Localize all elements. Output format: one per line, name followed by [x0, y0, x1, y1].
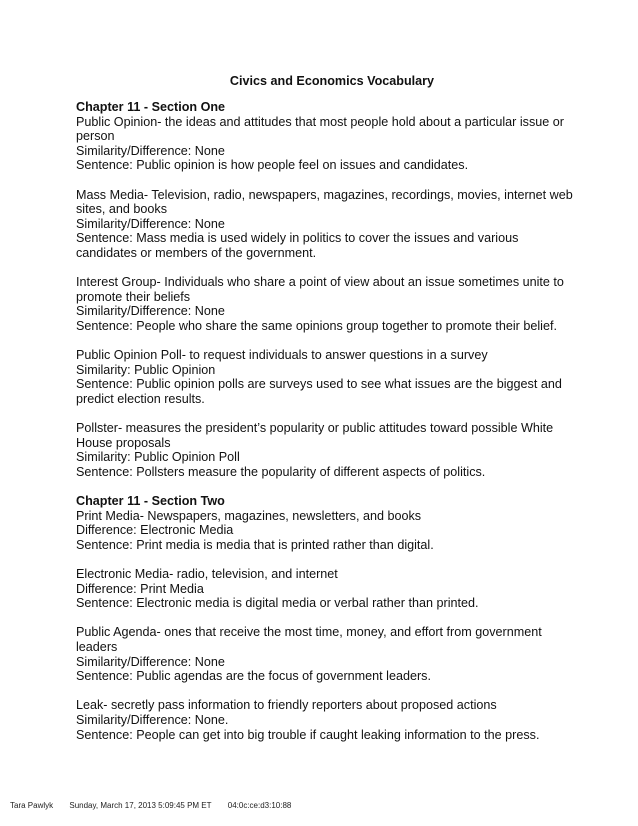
- entry-definition: Electronic Media- radio, television, and internet: [76, 567, 338, 581]
- entry-relation: Difference: Electronic Media: [76, 523, 234, 538]
- vocab-entry-interest-group: [76, 275, 576, 333]
- section-one: [76, 100, 576, 479]
- section-heading: Chapter 11 - Section Two: [76, 494, 225, 509]
- vocab-entry-mass-media: [76, 188, 576, 261]
- vocab-entry-pollster: [76, 421, 576, 479]
- entry-sentence: Sentence: Public agendas are the focus of government leaders.: [76, 669, 431, 684]
- entry-relation: Difference: Print Media: [76, 581, 204, 596]
- entry-relation: Similarity/Difference: None.: [76, 712, 229, 727]
- vocab-entry-leak: [76, 698, 576, 742]
- entry-relation: Similarity/Difference: None: [76, 304, 225, 319]
- entry-sentence: Sentence: Print media is media that is printed rather than digital.: [76, 537, 434, 552]
- entry-relation: Similarity/Difference: None: [76, 654, 225, 669]
- entry-sentence: Sentence: People can get into big trouble if caught leaking information to the press.: [76, 727, 540, 742]
- entry-sentence: Sentence: Public opinion polls are surveys used to see what issues are the biggest and predict election results.: [76, 377, 562, 406]
- document-body: [76, 100, 576, 757]
- entry-definition: Mass Media- Television, radio, newspapers, magazines, recordings, movies, internet web sites, and books: [76, 187, 573, 217]
- entry-sentence: Sentence: Electronic media is digital media or verbal rather than printed.: [76, 596, 479, 611]
- section-two: [76, 494, 576, 742]
- footer-id: 04:0c:ce:d3:10:88: [227, 801, 292, 810]
- entry-definition: Public Agenda- ones that receive the most time, money, and effort from government leaders: [76, 625, 542, 654]
- page-footer: [10, 801, 305, 811]
- entry-definition: Print Media- Newspapers, magazines, newsletters, and books: [76, 508, 422, 523]
- entry-definition: Public Opinion- the ideas and attitudes that most people hold about a particular issue or person: [76, 114, 564, 144]
- entry-relation: Similarity: Public Opinion: [76, 362, 216, 377]
- entry-definition: Leak- secretly pass information to friendly reporters about proposed actions: [76, 698, 497, 713]
- entry-definition: Public Opinion Poll- to request individuals to answer questions in a survey: [76, 348, 488, 363]
- entry-sentence: Sentence: Mass media is used widely in politics to cover the issues and various candidates or members of the government.: [76, 231, 519, 260]
- entry-sentence: Sentence: Pollsters measure the popularity of different aspects of politics.: [76, 464, 486, 479]
- entry-definition: Pollster- measures the president’s popularity or public attitudes toward possible White House proposals: [76, 421, 554, 450]
- vocab-entry-public-opinion: [76, 115, 576, 173]
- vocab-entry-public-agenda: [76, 625, 576, 683]
- section-heading: Chapter 11 - Section One: [76, 100, 226, 114]
- entry-sentence: Sentence: People who share the same opinions group together to promote their belief.: [76, 318, 557, 333]
- entry-definition: Interest Group- Individuals who share a point of view about an issue sometimes unite to promote their beliefs: [76, 275, 564, 304]
- entry-sentence: Sentence: Public opinion is how people feel on issues and candidates.: [76, 158, 469, 173]
- entry-relation: Similarity: Public Opinion Poll: [76, 450, 240, 465]
- entry-relation: Similarity/Difference: None: [76, 143, 225, 158]
- vocab-entry-public-opinion-poll: [76, 348, 576, 406]
- vocab-entry-electronic-media: [76, 567, 576, 611]
- document-title: Civics and Economics Vocabulary: [229, 74, 435, 88]
- vocab-entry-print-media: [76, 509, 576, 553]
- footer-author: Tara Pawlyk: [10, 801, 54, 810]
- footer-timestamp: Sunday, March 17, 2013 5:09:45 PM ET: [69, 801, 212, 810]
- entry-relation: Similarity/Difference: None: [76, 216, 225, 231]
